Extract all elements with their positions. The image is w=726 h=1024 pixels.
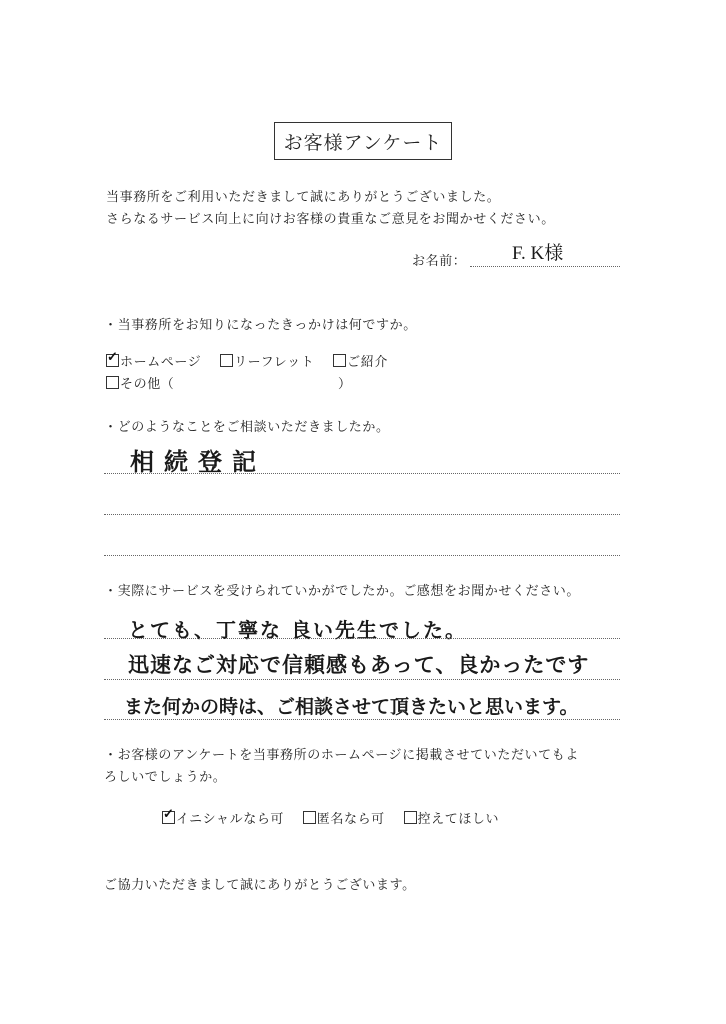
q4-option-label: 匿名なら可 [316,812,385,827]
q2-answer[interactable]: 相続登記 [130,448,266,476]
q4-option-anonymous[interactable] [303,808,385,827]
intro-line-2: さらなるサービス向上に向けお客様の貴重なご意見をお聞かせください。 [106,212,555,227]
checkbox-icon[interactable] [404,811,417,824]
closing-text: ご協力いただきまして誠にありがとうございます。 [104,878,416,893]
q2-line-2 [104,514,620,515]
q1-options-row [106,351,402,370]
name-label: お名前： [412,254,467,269]
q1-option-label: リーフレット [234,355,315,370]
checkbox-checked-icon[interactable] [106,354,119,367]
q3-question: ・実際にサービスを受けられていかがでしたか。ご感想をお聞かせください。 [104,584,581,599]
q4-question-line-2: ろしいでしょうか。 [104,770,227,785]
q4-option-decline[interactable] [404,808,500,827]
q4-options-row [162,808,513,827]
name-value[interactable]: F. K様 [512,243,564,264]
q4-option-label: イニシャルなら可 [176,812,285,827]
checkbox-icon[interactable] [303,811,316,824]
q3-answer-line-3[interactable]: また何かの時は、ご相談させて頂きたいと思います。 [124,696,579,718]
q3-line-2 [104,679,620,680]
checkbox-icon[interactable] [220,354,233,367]
q2-line-1 [104,473,620,474]
q2-question: ・どのようなことをご相談いただきましたか。 [104,420,390,435]
q4-option-label: 控えてほしい [417,812,500,827]
q1-option-label: ご紹介 [347,355,388,370]
q3-answer-line-2[interactable]: 迅速なご対応で信頼感もあって、良かったです [128,653,590,677]
q1-option-referral[interactable] [333,351,388,370]
checkbox-icon[interactable] [333,354,346,367]
q3-answer-line-1[interactable]: とても、丁寧な 良い先生でした。 [128,618,467,642]
q4-option-initials[interactable] [162,808,284,827]
q4-question-line-1: ・お客様のアンケートを当事務所のホームページに掲載させていただいてもよ [104,748,579,763]
q1-option-label: ホームページ [120,355,202,370]
q1-option-homepage[interactable] [106,351,201,370]
q1-option-other[interactable] [106,373,174,392]
name-underline [470,266,620,267]
q3-line-1 [104,638,620,639]
checkbox-checked-icon[interactable] [162,811,175,824]
q1-other-label: その他（ [120,377,175,392]
intro-line-1: 当事務所をご利用いただきまして誠にありがとうございました。 [106,190,501,205]
q1-option-leaflet[interactable] [220,351,314,370]
q1-other-close: ） [338,377,352,392]
q3-line-3 [104,719,620,720]
q1-question: ・当事務所をお知りになったきっかけは何ですか。 [104,318,417,333]
checkbox-icon[interactable] [106,376,119,389]
page-title: お客様アンケート [274,122,452,160]
q2-line-3 [104,555,620,556]
